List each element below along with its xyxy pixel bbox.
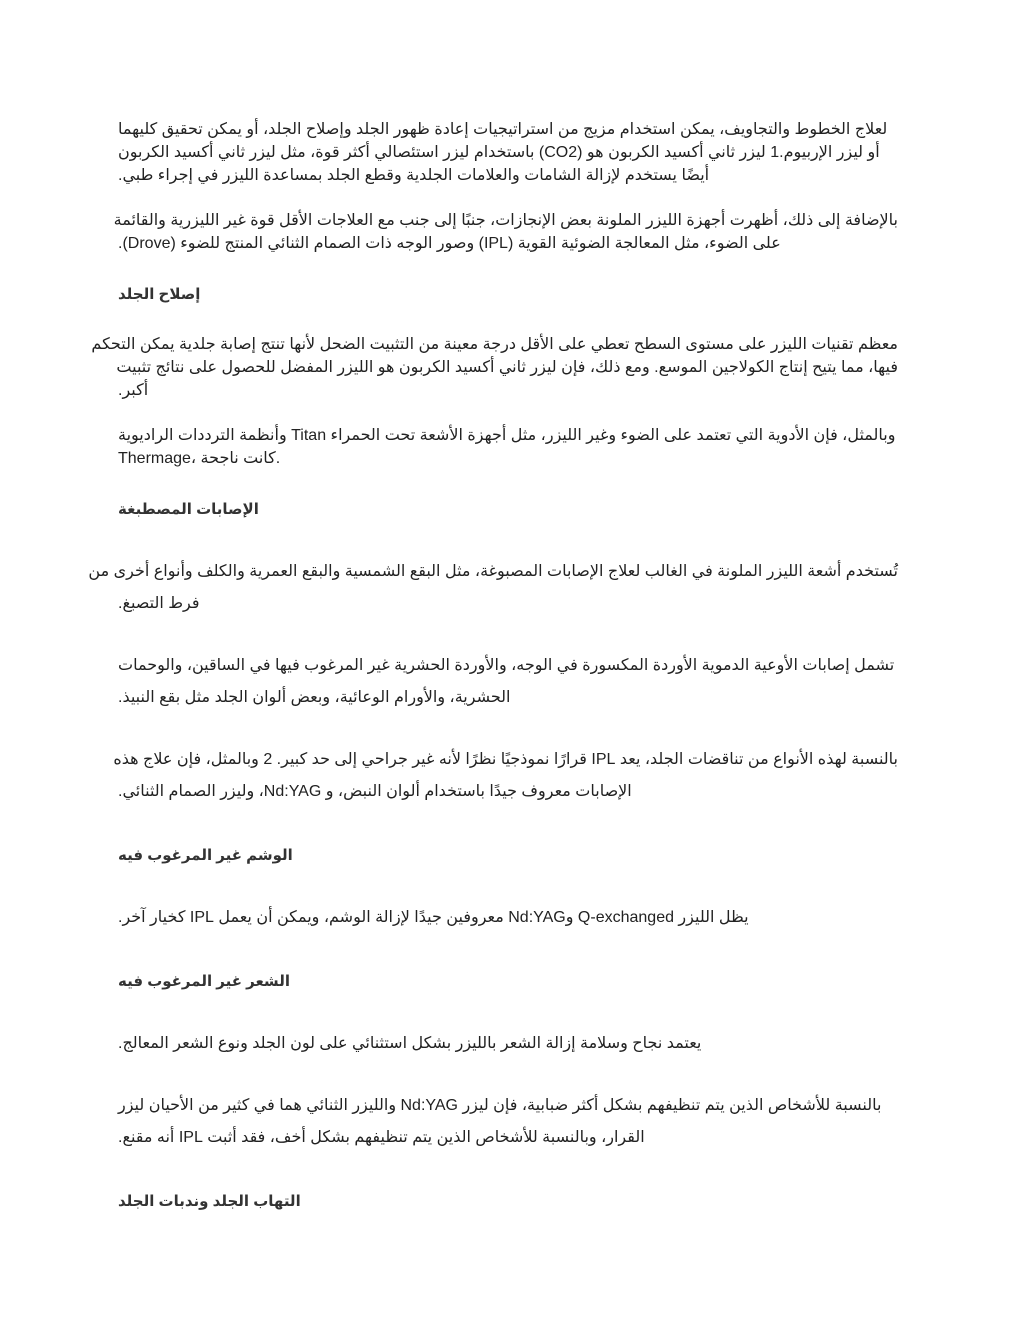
paragraph-colored-lasers bbox=[113, 209, 898, 255]
paragraph-vascular-lesions bbox=[118, 650, 898, 714]
text-line: الحشرية، والأورام الوعائية، وبعض ألوان الجلد مثل بقع النبيذ. bbox=[118, 689, 511, 706]
text-line: Thermage، كانت ناجحة. bbox=[118, 450, 281, 467]
section-heading-skin-repair: إصلاح الجلد bbox=[118, 286, 201, 303]
paragraph-pigmented-lesions bbox=[88, 556, 898, 620]
text-line: بالنسبة للأشخاص الذين يتم تنظيفهم بشكل أكثر ضبابية، فإن ليزر Nd:YAG والليزر الثنائي هما في كثير من الأحيان ليزر bbox=[118, 1097, 882, 1114]
text-line: بالنسبة لهذه الأنواع من تناقضات الجلد، يعد IPL قرارًا نموذجيًا نظرًا لأنه غير جراحي إلى حد كبير. 2 وبالمثل، فإن علاج هذه bbox=[113, 751, 898, 768]
text-line: على الضوء، مثل المعالجة الضوئية القوية (IPL) وصور الوجه ذات الصمام الثنائي المنتج للضوء (Drove). bbox=[118, 235, 781, 252]
section-heading-unwanted-tattoos: الوشم غير المرغوب فيه bbox=[118, 847, 293, 864]
text-line: بالإضافة إلى ذلك، أظهرت أجهزة الليزر الملونة بعض الإنجازات، جنبًا إلى جنب مع العلاجات الأقل قوة غير الليزرية والقائمة bbox=[113, 212, 898, 229]
text-line: فيها، مما يتيح إنتاج الكولاجين الموسع. ومع ذلك، فإن ليزر ثاني أكسيد الكربون هو الليزر المفضل للحصول على نتائج تثبيت bbox=[116, 359, 898, 376]
text-line: يعتمد نجاح وسلامة إزالة الشعر بالليزر بشكل استثنائي على لون الجلد ونوع الشعر المعالج. bbox=[118, 1035, 702, 1052]
section-heading-dermatitis-scars: التهاب الجلد وندبات الجلد bbox=[118, 1193, 301, 1210]
text-line: لعلاج الخطوط والتجاويف، يمكن استخدام مزيج من استراتيجيات إعادة ظهور الجلد وإصلاح الجلد، أو يمكن تحقيق كليهما bbox=[118, 121, 888, 138]
paragraph-laser-choice bbox=[118, 1090, 898, 1154]
paragraph-lines-and-wrinkles bbox=[118, 118, 898, 187]
paragraph-ipl-treatment bbox=[113, 744, 898, 808]
text-line: أكبر. bbox=[118, 382, 149, 399]
document-body bbox=[88, 118, 898, 1210]
section-heading-unwanted-hair: الشعر غير المرغوب فيه bbox=[118, 973, 290, 990]
section-heading-pigmented-lesions: الإصابات المصطبغة bbox=[118, 501, 259, 518]
text-line: تشمل إصابات الأوعية الدموية الأوردة المكسورة في الوجه، والأوردة الحشرية غير المرغوب فيها في الساقين، والوحمات bbox=[118, 657, 895, 674]
paragraph-titan-thermage bbox=[118, 424, 898, 470]
text-line: وبالمثل، فإن الأدوية التي تعتمد على الضوء وغير الليزر، مثل أجهزة الأشعة تحت الحمراء Titan وأنظمة الترددات الراديوية bbox=[118, 427, 896, 444]
text-line: القرار، وبالنسبة للأشخاص الذين يتم تنظيفهم بشكل أخف، فقد أثبت IPL أنه مقنع. bbox=[118, 1129, 645, 1146]
text-line: الإصابات معروف جيدًا باستخدام ألوان النبض، و Nd:YAG، وليزر الصمام الثنائي. bbox=[118, 783, 632, 800]
text-line: فرط التصبغ. bbox=[118, 595, 200, 612]
text-line: أو ليزر الإربيوم.1 ليزر ثاني أكسيد الكربون هو (CO2) باستخدام ليزر استئصالي أكثر قوة، مثل ليزر ثاني أكسيد الكربون bbox=[118, 144, 880, 161]
text-line: معظم تقنيات الليزر على مستوى السطح تعطي على الأقل درجة معينة من التثبيت الضحل لأنها تنتج إصابة جلدية يمكن التحكم bbox=[91, 336, 898, 353]
paragraph-hair-removal bbox=[118, 1028, 898, 1060]
text-line: تُستخدم أشعة الليزر الملونة في الغالب لعلاج الإصابات المصبوغة، مثل البقع الشمسية والبقع العمرية والكلف وأنواع أخرى من bbox=[88, 563, 898, 580]
paragraph-tattoo-removal bbox=[118, 902, 898, 934]
paragraph-surface-lasers bbox=[91, 333, 898, 402]
text-line: أيضًا يستخدم لإزالة الشامات والعلامات الجلدية وقطع الجلد بمساعدة الليزر في إجراء طبي. bbox=[118, 167, 710, 184]
text-line: يظل الليزر Q-exchanged وNd:YAG معروفين جيدًا لإزالة الوشم، ويمكن أن يعمل IPL كخيار آخر. bbox=[118, 909, 749, 926]
